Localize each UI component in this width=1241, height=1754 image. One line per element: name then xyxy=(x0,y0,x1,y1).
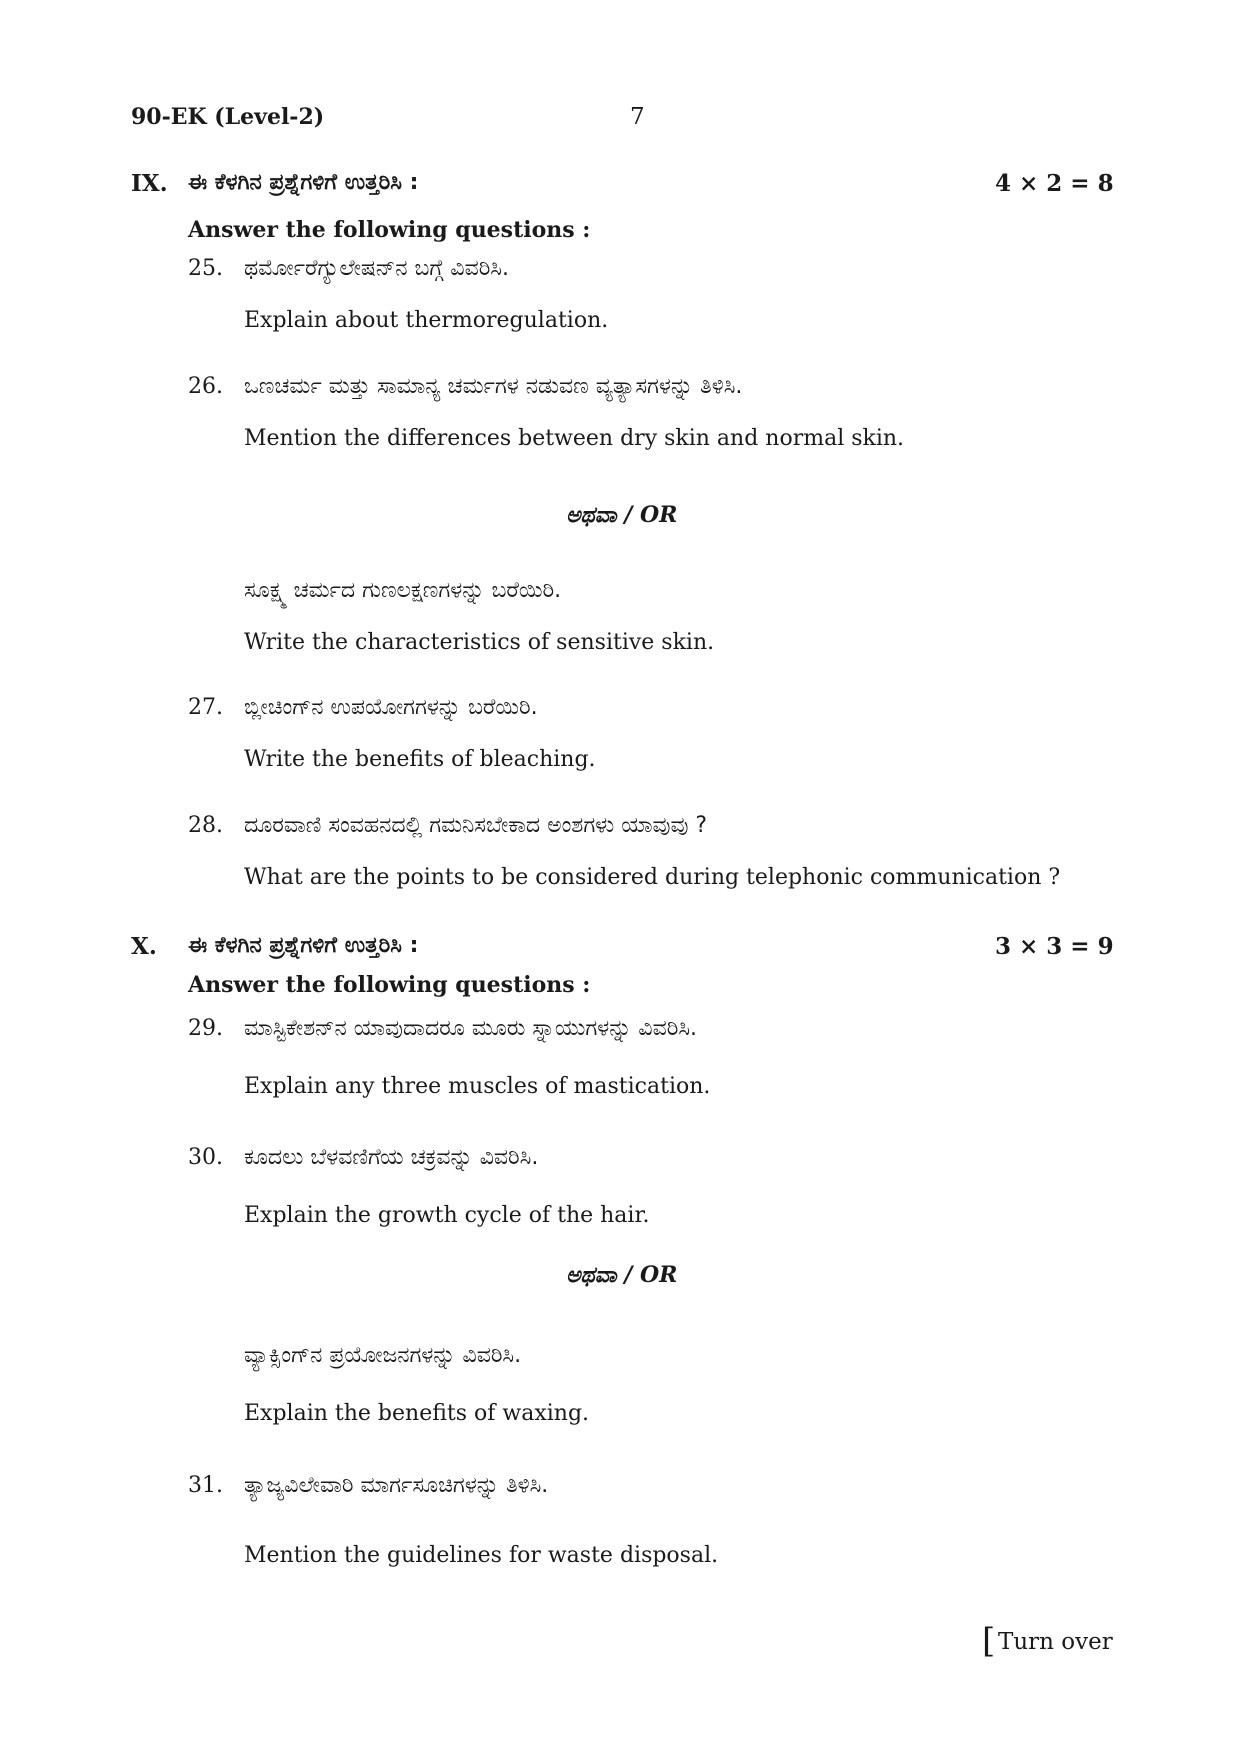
question-text-english: What are the points to be considered during telephonic communication ? xyxy=(244,865,1061,890)
question-number: 31. xyxy=(188,1473,223,1498)
question-text-english: Explain the growth cycle of the hair. xyxy=(244,1203,650,1228)
turn-over-label: Turn over xyxy=(998,1629,1113,1655)
question-number: 26. xyxy=(188,374,223,399)
or-label: ಅಥವಾ / OR xyxy=(566,1262,678,1288)
question-text-kannada: ಮಾಸ್ಟಿಕೇಶನ್‌ನ ಯಾವುದಾದರೂ ಮೂರು ಸ್ನಾಯುಗಳನ್ನು ವಿವರಿಸಿ. xyxy=(244,1016,698,1041)
question-text-kannada: ಥರ್ಮೋರೆಗ್ಯುಲೇಷನ್‌ನ ಬಗ್ಗೆ ವಿವರಿಸಿ. xyxy=(244,256,509,281)
section-marks: 4 × 2 = 8 xyxy=(995,170,1114,197)
question-text-english: Write the characteristics of sensitive skin. xyxy=(244,630,715,655)
question-number: 28. xyxy=(188,813,223,838)
paper-code: 90-EK (Level-2) xyxy=(131,104,325,130)
question-text-kannada: ಬ್ಲೀಚಿಂಗ್‌ನ ಉಪಯೋಗಗಳನ್ನು ಬರೆಯಿರಿ. xyxy=(244,695,538,720)
question-number: 27. xyxy=(188,695,223,720)
section-instruction-kannada: ಈ ಕೆಳಗಿನ ಪ್ರಶ್ನೆಗಳಿಗೆ ಉತ್ತರಿಸಿ : xyxy=(188,170,419,195)
section-instruction-english: Answer the following questions : xyxy=(188,972,591,998)
section-marks: 3 × 3 = 9 xyxy=(995,933,1114,960)
question-text-english: Write the benefits of bleaching. xyxy=(244,747,596,772)
question-text-kannada: ಸೂಕ್ಷ್ಮ ಚರ್ಮದ ಗುಣಲಕ್ಷಣಗಳನ್ನು ಬರೆಯಿರಿ. xyxy=(244,578,562,603)
question-text-kannada: ವ್ಯಾಕ್ಸಿಂಗ್‌ನ ಪ್ರಯೋಜನಗಳನ್ನು ವಿವರಿಸಿ. xyxy=(244,1343,522,1368)
question-text-english: Explain the benefits of waxing. xyxy=(244,1401,590,1426)
question-number: 30. xyxy=(188,1145,223,1170)
question-text-kannada: ಕೂದಲು ಬೆಳವಣಿಗೆಯ ಚಕ್ರವನ್ನು ವಿವರಿಸಿ. xyxy=(244,1145,539,1170)
question-number: 25. xyxy=(188,256,223,281)
section-number: IX. xyxy=(131,170,168,197)
or-label: ಅಥವಾ / OR xyxy=(566,502,678,528)
section-instruction-kannada: ಈ ಕೆಳಗಿನ ಪ್ರಶ್ನೆಗಳಿಗೆ ಉತ್ತರಿಸಿ : xyxy=(188,933,419,958)
question-number: 29. xyxy=(188,1016,223,1041)
turn-over-bracket: [ xyxy=(982,1621,996,1661)
section-number: X. xyxy=(131,933,157,960)
page-number: 7 xyxy=(630,104,645,130)
question-text-english: Mention the differences between dry skin and normal skin. xyxy=(244,426,905,451)
question-text-english: Mention the guidelines for waste disposal. xyxy=(244,1543,719,1568)
question-text-kannada: ಒಣಚರ್ಮ ಮತ್ತು ಸಾಮಾನ್ಯ ಚರ್ಮಗಳ ನಡುವಣ ವ್ಯತ್ಯಾಸಗಳನ್ನು ತಿಳಿಸಿ. xyxy=(244,374,743,399)
section-instruction-english: Answer the following questions : xyxy=(188,217,591,243)
question-text-kannada: ದೂರವಾಣಿ ಸಂವಹನದಲ್ಲಿ ಗಮನಿಸಬೇಕಾದ ಅಂಶಗಳು ಯಾವುವು ? xyxy=(244,813,708,838)
question-text-english: Explain about thermoregulation. xyxy=(244,308,609,333)
question-text-english: Explain any three muscles of mastication. xyxy=(244,1074,711,1099)
question-text-kannada: ತ್ಯಾಜ್ಯವಿಲೇವಾರಿ ಮಾರ್ಗಸೂಚಿಗಳನ್ನು ತಿಳಿಸಿ. xyxy=(244,1473,549,1498)
